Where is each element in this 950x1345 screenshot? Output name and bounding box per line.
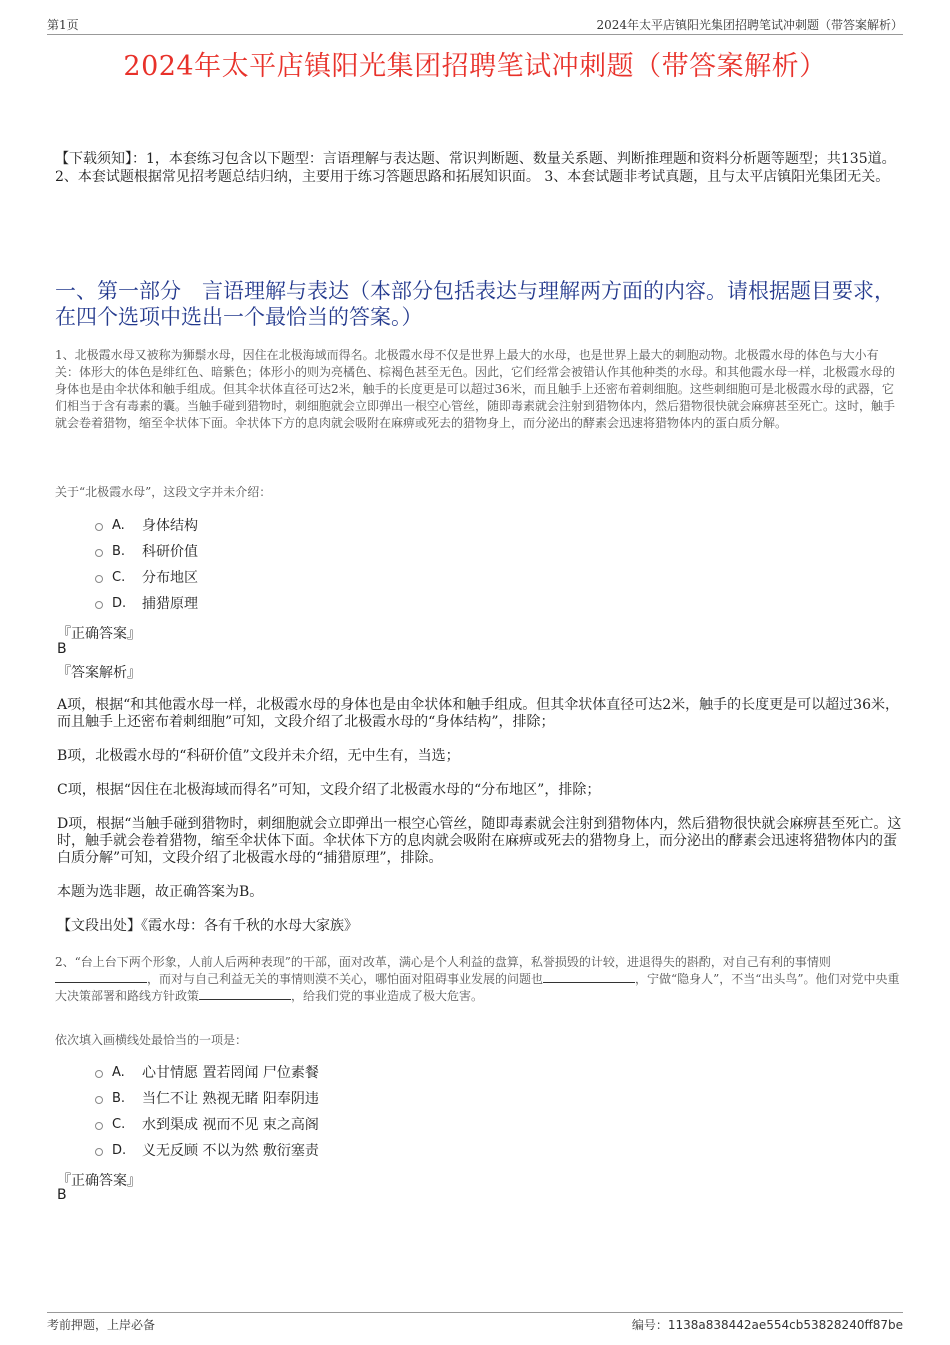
fill-blank bbox=[55, 971, 147, 983]
radio-icon[interactable] bbox=[95, 1122, 103, 1130]
question-2-prompt: 依次填入画横线处最恰当的一项是： bbox=[55, 1033, 248, 1047]
source-citation: 【文段出处】《霞水母：各有千秋的水母大家族》 bbox=[57, 918, 358, 934]
page-header bbox=[47, 14, 903, 35]
page-footer bbox=[47, 1312, 903, 1333]
radio-icon[interactable] bbox=[95, 1070, 103, 1078]
analysis-paragraph-b: B项，北极霞水母的“科研价值”文段并未介绍，无中生有，当选； bbox=[57, 748, 460, 764]
section-heading: 一、第一部分 言语理解与表达（本部分包括表达与理解两方面的内容。请根据题目要求，在四个选项中选出一个最恰当的答案。） bbox=[55, 279, 895, 329]
radio-icon[interactable] bbox=[95, 1096, 103, 1104]
page-number: 第1页 bbox=[47, 18, 79, 32]
page-title: 2024年太平店镇阳光集团招聘笔试冲刺题（带答案解析） bbox=[123, 51, 827, 82]
option-c[interactable]: C. 分布地区 bbox=[95, 564, 595, 590]
radio-icon[interactable] bbox=[95, 523, 103, 531]
radio-icon[interactable] bbox=[95, 549, 103, 557]
analysis-paragraph-a: A项，根据“和其他霞水母一样，北极霞水母的身体也是由伞状体和触手组成。但其伞状体直径可达2米，触手的长度更是可以超过36米，而且触手上还密布着刺细胞”可知，文段介绍了北极霞水母的“身体结构”，排除； bbox=[57, 697, 899, 730]
option-a[interactable]: A. 心甘情愿 置若罔闻 尸位素餐 bbox=[95, 1059, 595, 1085]
option-d[interactable]: D. 捕猎原理 bbox=[95, 590, 595, 616]
option-d[interactable]: D. 义无反顾 不以为然 敷衍塞责 bbox=[95, 1137, 595, 1163]
option-a[interactable]: A. 身体结构 bbox=[95, 512, 595, 538]
analysis-paragraph-d: D项，根据“当触手碰到猎物时，刺细胞就会立即弹出一根空心管丝，随即毒素就会注射到猎物体内，然后猎物很快就会麻痹甚至死亡。这时，触手就会卷着猎物，缩至伞状体下面。伞状体下方的息肉就会吸附在麻痹或死去的猎物身上，而分泌出的酵素会迅速将猎物体内的蛋白质分解”可知，文段介绍了北极霞水母的“捕猎原理”，排除。 bbox=[57, 816, 902, 866]
header-doc-title: 2024年太平店镇阳光集团招聘笔试冲刺题（带答案解析） bbox=[596, 18, 903, 32]
answer-label: 『正确答案』 bbox=[57, 1173, 141, 1189]
fill-blank bbox=[199, 988, 291, 1000]
option-c[interactable]: C. 水到渠成 视而不见 束之高阁 bbox=[95, 1111, 595, 1137]
answer-value: B bbox=[57, 641, 67, 657]
document-code: 编号：1138a838442ae554cb53828240ff87be bbox=[631, 1318, 903, 1332]
radio-icon[interactable] bbox=[95, 601, 103, 609]
fill-blank bbox=[543, 971, 635, 983]
analysis-label: 『答案解析』 bbox=[57, 665, 141, 681]
question-2-text: 2、“台上台下两个形象，人前人后两种表现”的干部，面对改革，满心是个人利益的盘算，私誉损毁的计较，进退得失的斟酌，对自己有利的事情则，而对与自己利益无关的事情则漠不关心，哪怕面对阻碍事业发展的问题也 ，宁做“隐身人”，不当“出头鸟”。他们对党中央重大决策部署和路线方针政策 ，给我们党的事业造成了极大危害。 bbox=[55, 955, 900, 1003]
option-b[interactable]: B. 当仁不让 熟视无睹 阳奉阴违 bbox=[95, 1085, 595, 1111]
analysis-paragraph-c: C项，根据“因住在北极海域而得名”可知，文段介绍了北极霞水母的“分布地区”，排除； bbox=[57, 782, 601, 798]
option-b[interactable]: B. 科研价值 bbox=[95, 538, 595, 564]
radio-icon[interactable] bbox=[95, 575, 103, 583]
answer-value: B bbox=[57, 1187, 67, 1203]
analysis-conclusion: 本题为选非题，故正确答案为B。 bbox=[57, 884, 264, 900]
footer-slogan: 考前押题，上岸必备 bbox=[47, 1318, 156, 1332]
question-2-options bbox=[95, 1059, 595, 1163]
download-notice: 【下载须知】：1，本套练习包含以下题型：言语理解与表达题、常识判断题、数量关系题、判断推理题和资料分析题等题型；共135道。 2、本套试题根据常见招考题总结归纳，主要用于练习答题思路和拓展知识面。 3、本套试题非考试真题，且与太平店镇阳光集团无关。 bbox=[55, 151, 896, 185]
answer-label: 『正确答案』 bbox=[57, 626, 141, 642]
question-1-prompt: 关于“北极霞水母”，这段文字并未介绍： bbox=[55, 485, 272, 499]
radio-icon[interactable] bbox=[95, 1148, 103, 1156]
question-1-text: 1、北极霞水母又被称为狮鬃水母，因住在北极海域而得名。北极霞水母不仅是世界上最大的水母，也是世界上最大的刺胞动物。北极霞水母的体色与大小有关：体形大的体色是绯红色、暗紫色；体形小的则为亮橘色、棕褐色甚至无色。因此，它们经常会被错认作其他种类的水母。和其他霞水母一样，北极霞水母的身体也是由伞状体和触手组成。但其伞状体直径可达2米，触手的长度更是可以超过36米，而且触手上还密布着刺细胞。这些刺细胞可是北极霞水母的武器，它们相当于含有毒素的囊。当触手碰到猎物时，刺细胞就会立即弹出一根空心管丝，随即毒素就会注射到猎物体内，然后猎物很快就会麻痹甚至死亡。这时，触手就会卷着猎物，缩至伞状体下面。伞状体下方的息肉就会吸附在麻痹或死去的猎物身上，而分泌出的酵素会迅速将猎物体内的蛋白质分解。 bbox=[55, 348, 896, 430]
question-1-options bbox=[95, 512, 595, 616]
